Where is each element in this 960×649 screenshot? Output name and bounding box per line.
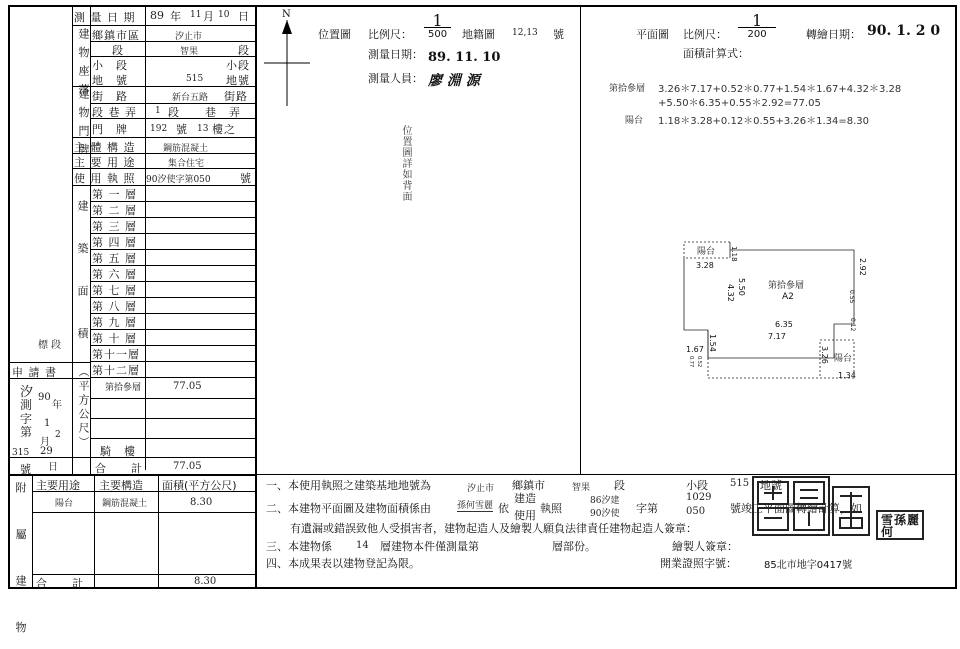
calc-line-label: 第拾參層 [609, 84, 646, 94]
location-group-label: 建 物 座 落 [77, 28, 90, 97]
attached-header-use: 主要用途 [36, 479, 80, 492]
north-label: N [282, 9, 291, 20]
street-value: 新台五路 [172, 93, 209, 103]
plan-dim: 0.55 [848, 290, 855, 304]
note-line-1: 一、本使用執照之建築基地地號為 [266, 479, 431, 492]
township-value: 汐止市 [175, 32, 203, 42]
note-line-3: 有遺漏或錯誤致他人受損害者，建物起造人及繪製人願負法律責任建物起造人簽章： [290, 522, 697, 535]
cadastral-number: 12,13 [512, 28, 538, 38]
note-line-4: 三、本建物係 [266, 540, 332, 553]
calc-line: 1.18＊3.28+0.12＊0.55+3.26＊1.34=8.30 [658, 116, 869, 127]
plan-dim: 3.26 [820, 346, 829, 364]
plan-dim: 0.77 [688, 356, 694, 368]
attached-row-structure: 鋼筋混凝土 [102, 499, 148, 509]
floor-row: 第 七 層 [92, 284, 137, 297]
attached-row-use: 陽台 [55, 499, 74, 509]
total-label: 合 計 [95, 462, 143, 475]
area-group-label: 建 築 面 積 [76, 200, 89, 353]
floor-row: 第十一層 [92, 348, 140, 361]
attached-total-label: 合 計 [36, 577, 84, 590]
plan-room-code: A2 [782, 292, 794, 302]
attached-header-structure: 主要構造 [99, 479, 143, 492]
floor-row: 第 九 層 [92, 316, 137, 329]
survey-date-label: 測 量 日 期 [74, 11, 136, 24]
plan-dim: 7.17 [768, 332, 786, 341]
plan-dim: 3.28 [696, 261, 714, 270]
marker-label: 標 段 [38, 340, 62, 351]
license-number: 85北市地字0417號 [764, 560, 853, 571]
area-unit-label: （平方公尺） [77, 366, 90, 450]
floor-plan-title: 平面圖 [636, 28, 669, 41]
location-scale: 1 500 [424, 14, 451, 41]
application-label: 申 請 書 [12, 366, 57, 379]
use-value: 集合住宅 [168, 159, 205, 169]
builder-seal [752, 476, 830, 536]
location-map-title: 位置圖 [318, 28, 351, 41]
floor-row: 第 二 層 [92, 204, 137, 217]
builder-name: 孫何雪麗 [457, 498, 493, 512]
plan-dim: 1.67 [686, 345, 704, 354]
calc-line: 3.26＊7.17+0.52＊0.77+1.54＊1.67+4.32＊3.28 [658, 84, 902, 95]
attached-row-area: 8.30 [190, 497, 213, 508]
survey-date-day: 10 [218, 10, 230, 20]
survey-date-month: 11 [190, 10, 202, 20]
plan-dim: 5.50 [737, 278, 746, 296]
plan-dim: 1.54 [708, 334, 717, 352]
calc-line-label: 陽台 [625, 116, 644, 126]
floor-row: 第 八 層 [92, 300, 137, 313]
note-line-5: 四、本成果表以建物登記為限。 [266, 557, 420, 570]
attached-side-label: 附 屬 建 物 [14, 482, 27, 649]
lot-value: 515 [186, 74, 204, 84]
north-arrow-icon [262, 18, 312, 108]
plan-dim: 6.35 [775, 320, 793, 329]
attached-header-area: 面積(平方公尺) [162, 479, 237, 492]
floor-row: 第 四 層 [92, 236, 137, 249]
floor-row: 第 五 層 [92, 252, 137, 265]
location-survey-date: 89. 11. 10 [428, 50, 501, 65]
transfer-date: 90. 1. 2 0 [867, 23, 941, 39]
plan-dim: 1.34 [838, 371, 856, 380]
floor-row: 第十二層 [92, 364, 140, 377]
calc-label: 面積計算式： [683, 47, 749, 60]
plan-dim: 2.92 [858, 258, 867, 276]
extra-floor-label: 第拾參層 [105, 383, 142, 393]
house-number-value: 192 [150, 124, 168, 134]
plan-dim: 0.52 [696, 356, 702, 368]
surveyor-name: 廖 淵 源 [428, 73, 480, 89]
plan-dim: 0.12 [849, 318, 856, 332]
floor-row: 第 一 層 [92, 188, 137, 201]
floor-plan-scale: 1 200 [738, 14, 776, 41]
plan-balcony-top: 陽台 [697, 247, 716, 257]
plan-dim: 1.18 [730, 246, 738, 262]
extra-floor-area: 77.05 [173, 381, 202, 392]
license-value: 90汐使字第050 [146, 175, 211, 185]
address-group-label: 建 物 門 牌 [77, 88, 90, 157]
floor-row: 第 三 層 [92, 220, 137, 233]
structure-value: 鋼筋混凝土 [163, 144, 209, 154]
calc-line: +5.50＊6.35+0.55＊2.92=77.05 [658, 98, 821, 109]
floor-row: 第 六 層 [92, 268, 137, 281]
surveyor-seal: 雪孫麗何 [876, 510, 924, 540]
floor-row: 第 十 層 [92, 332, 137, 345]
drafter-seal [832, 486, 870, 536]
plan-balcony-right: 陽台 [834, 354, 853, 364]
location-map-note: 位置圖詳如背面 [400, 125, 411, 202]
attached-total-area: 8.30 [194, 576, 217, 587]
note-line-2: 二、本建物平面圖及建物面積係由 [266, 502, 431, 515]
total-area: 77.05 [173, 461, 202, 472]
survey-date-year: 89 [150, 9, 164, 22]
arcade-label: 騎 樓 [100, 445, 136, 458]
section-value: 智果 [180, 47, 199, 57]
plan-dim: 4.32 [726, 284, 735, 302]
plan-main-room: 第拾參層 [768, 281, 805, 291]
